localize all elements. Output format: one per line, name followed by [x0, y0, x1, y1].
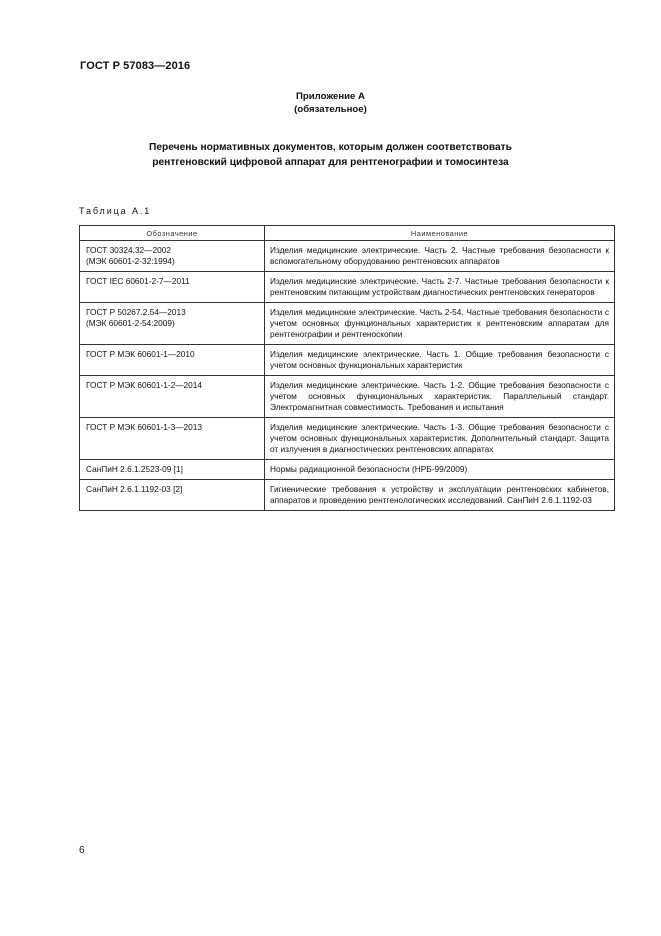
designation-cell [80, 460, 265, 480]
name-cell: Изделия медицинские электрические. Часть 1-2. Общие требования безопасности с учетом основных функциональных характеристик. Параллельный стандарт. Электромагнитная совместимость. Требования и испытания [265, 376, 615, 418]
table-row [80, 303, 615, 345]
table-row [80, 345, 615, 376]
designation-cell [80, 418, 265, 460]
designation-cell [80, 345, 265, 376]
name-cell: Изделия медицинские электрические. Часть 2-54. Частные требования безопасности с учетом основных функциональных характеристик к рентгеновским аппаратам для рентгенографии и рентгеноскопии [265, 303, 615, 345]
name-cell: Изделия медицинские электрические. Часть 1. Общие требования безопасности с учетом основных функциональных характеристик [265, 345, 615, 376]
name-cell: Изделия медицинские электрические. Часть 2. Частные требования безопасности к вспомогательному оборудованию рентгеновских аппаратов [265, 241, 615, 272]
table-row [80, 460, 615, 480]
designation-text: ГОСТ Р МЭК 60601-1—2010 [86, 349, 195, 359]
document-title-line-2: рентгеновский цифровой аппарат для рентгенографии и томосинтеза [152, 157, 509, 168]
name-cell: Изделия медицинские электрические. Часть 1-3. Общие требования безопасности с учетом основных функциональных характеристик. Дополнительный стандарт. Защита от излучения в диагностических рентгеновских аппаратах [265, 418, 615, 460]
column-header-name: Наименование [265, 226, 615, 241]
column-header-designation: Обозначение [80, 226, 265, 241]
designation-text: ГОСТ 30324.32—2002 [86, 245, 171, 255]
designation-cell [80, 272, 265, 303]
designation-cell [80, 303, 265, 345]
name-cell: Нормы радиационной безопасности (НРБ-99/2009) [265, 460, 615, 480]
appendix-status: (обязательное) [294, 104, 367, 115]
table-row [80, 241, 615, 272]
normative-documents-table [79, 225, 615, 511]
table-row [80, 272, 615, 303]
designation-text: ГОСТ IEC 60601-2-7—2011 [86, 276, 190, 286]
designation-text: ГОСТ Р МЭК 60601-1-2—2014 [86, 380, 203, 390]
designation-text: (МЭК 60601-2-54:2009) [86, 318, 175, 328]
table-row [80, 480, 615, 511]
document-title-line-1: Перечень нормативных документов, которым должен соответствовать [149, 142, 512, 153]
table-row [80, 418, 615, 460]
page-number: 6 [79, 845, 85, 856]
document-title [0, 140, 661, 170]
name-cell: Изделия медицинские электрические. Часть 2-7. Частные требования безопасности к рентгеновским питающим устройствам диагностических рентгеновских генераторов [265, 272, 615, 303]
designation-text: СанПиН 2.6.1.1192-03 [2] [86, 484, 183, 494]
table-row [80, 376, 615, 418]
designation-text: (МЭК 60601-2-32:1994) [86, 256, 175, 266]
appendix-title: Приложение А [296, 91, 365, 102]
designation-cell [80, 480, 265, 511]
designation-text: ГОСТ Р МЭК 60601-1-3—2013 [86, 422, 203, 432]
designation-text: ГОСТ Р 50267.2.54—2013 [86, 307, 186, 317]
table-header-row [80, 226, 615, 241]
standard-code: ГОСТ Р 57083—2016 [80, 60, 191, 72]
table-caption: Таблица А.1 [79, 206, 152, 216]
name-cell: Гигиенические требования к устройству и эксплуатации рентгеновских кабинетов, аппаратов и проведению рентгенологических исследований. СанПиН 2.6.1.1192-03 [265, 480, 615, 511]
designation-text: СанПиН 2.6.1.2523-09 [1] [86, 464, 183, 474]
designation-cell [80, 376, 265, 418]
designation-cell [80, 241, 265, 272]
